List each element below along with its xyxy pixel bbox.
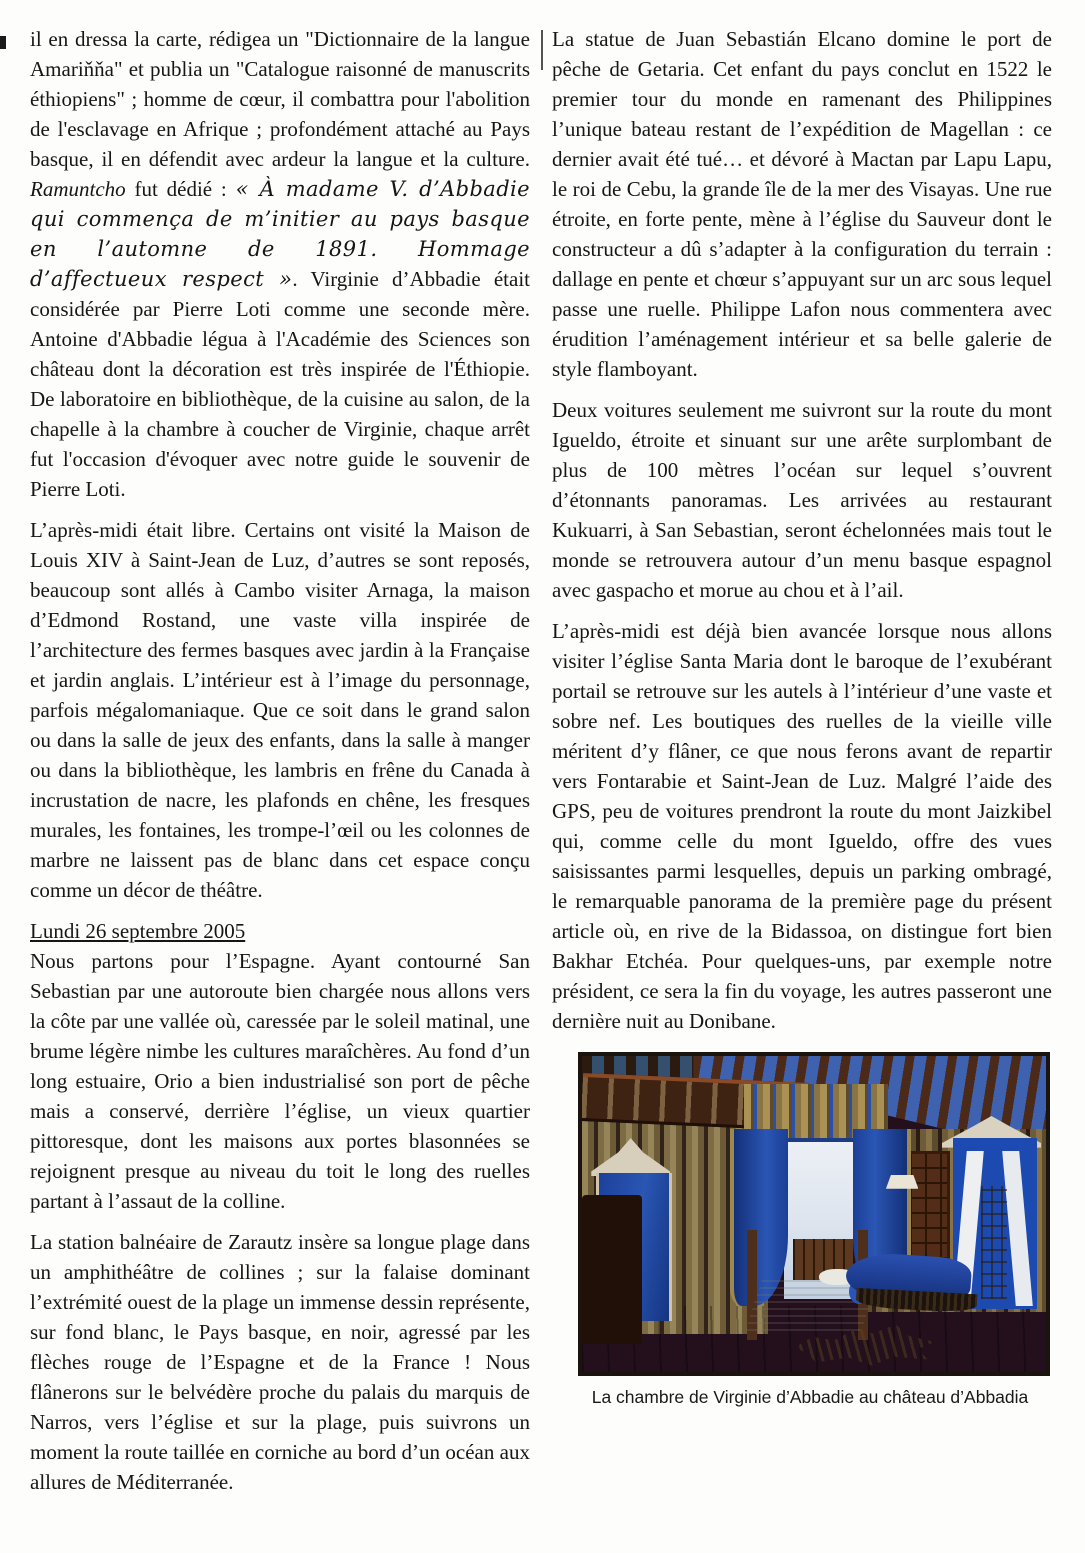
paragraph: La statue de Juan Sebastián Elcano domine le port de pêche de Getaria. Cet enfant du pays conclut en 1522 le premier tour du monde en ramenant des Philippines l’unique bateau restant de l’expédition de Magellan : ce dernier avait été tué… et dévoré à Mactan par Lapu Lapu, le roi de Cebu, la grande île de la mer des Visayas. Une rue étroite, en forte pente, mène à l’église du Sauveur dont le constructeur a dû s’adapter à la configuration du terrain : dallage en pente et chœur s’appuyant sur un arc sous lequel passe une ruelle. Philippe Lafon nous commentera avec érudition l’aménagement intérieur et sa belle galerie de style flamboyant. — [552, 27, 1052, 381]
scan-artifact — [0, 36, 6, 49]
paragraph — [30, 24, 530, 504]
bedroom-photo — [578, 1052, 1050, 1376]
paragraph: L’après-midi était libre. Certains ont visité la Maison de Louis XIV à Saint-Jean de Luz, d’autres se sont reposés, beaucoup sont allés à Cambo visiter Arnaga, la maison d’Edmond Rostand, une vaste villa inspirée de l’architecture des fermes basques avec jardin à la Française et jardin anglais. L’intérieur est à l’image du personnage, parfois mégalomaniaque. Que ce soit dans le grand salon ou dans la salle de jeux des enfants, dans la salle à manger ou dans la bibliothèque, les lambris en frêne du Canada à incrustation de nacre, les plafonds en chêne, les fresques murales, les fontaines, les trompe-l’œil ou les colonnes de marbre ne laissent pas de blanc dans cet espace conçu comme un décor de théâtre. — [30, 518, 530, 902]
photo-block — [578, 1052, 1050, 1408]
novel-title-italic: Ramuntcho — [30, 177, 126, 201]
paragraph: Nous partons pour l’Espagne. Ayant contourné San Sebastian par une autoroute bien chargée nous allons vers la côte par une vallée où, caressée par le soleil matinal, une brume légère nimbe les cultures maraîchères. Au fond d’un long estuaire, Orio a bien industrialisé son port de pêche mais a conservé, derrière l’église, un vieux quartier pittoresque, dont les maisons aux portes blasonnées se rejoignent presque au niveau du toit le long des ruelles partant à l’assaut de la colline. — [30, 949, 530, 1213]
paragraph-text: il en dressa la carte, rédigea un "Dictionnaire de la langue Amariňňa" et publia un "Catalogue raisonné de manuscrits éthiopiens" ; homme de cœur, il combattra pour l'abolition de l'esclavage en Afrique ; profondément attaché au Pays basque, il en défendit avec ardeur la langue et la culture. — [30, 27, 530, 171]
dedication-quote: « À madame V. d’Abbadie qui commença de m’initier au pays basque en l’automne de 1891. Hommage d’affectueux respect » — [30, 177, 530, 291]
paragraph-text: fut dédié : — [125, 177, 236, 201]
paragraph-text: . Virginie d’Abbadie était considérée par Pierre Loti comme une seconde mère. Antoine d'Abbadie légua à l'Académie des Sciences son château dont la décoration est très inspirée de l'Éthiopie. De laboratoire en bibliothèque, de la cuisine au salon, de la chapelle à la chambre à coucher de Virginie, chaque arrêt fut l'occasion d'évoquer avec notre guide le souvenir de Pierre Loti. — [30, 267, 530, 501]
right-column — [552, 24, 1052, 1497]
photo-caption: La chambre de Virginie d’Abbadie au château d’Abbadia — [591, 1387, 1029, 1407]
window-panes — [981, 1186, 1007, 1300]
paragraph: Deux voitures seulement me suivront sur la route du mont Igueldo, étroite et sinuant sur une arête surplombant de plus de 100 mètres l’océan sur lequel s’ouvrent d’étonnants panoramas. Les arrivées au restaurant Kukuarri, à San Sebastian, seront échelonnées mais tout le monde se retrouvera autour d’un menu basque espagnol avec gaspacho et morue au chou et à l’ail. — [552, 398, 1052, 602]
lamp-shade — [886, 1175, 918, 1189]
dark-armoire — [582, 1195, 642, 1344]
paragraph: L’après-midi est déjà bien avancée lorsque nous allons visiter l’église Santa Maria dont le baroque de l’exubérant portail se retrouve sur les autels à l’intérieur d’une vaste et sobre nef. Les boutiques des ruelles de la vieille ville méritent d’y flâner, ce que nous ferons avant de repartir vers Fontarabie et Saint-Jean de Luz. Malgré l’aide des GPS, peu de voitures prendront la route du mont Jaizkibel qui, comme celle du mont Igueldo, offre des vues saisissantes parmi lesquelles, depuis un parking ombragé, le remarquable panorama de la première page du présent article où, en rive de la Bidassoa, on distingue fort bien Bakhar Etchéa. Pour quelques-uns, par exemple notre président, ce sera la fin du voyage, les autres passeront une dernière nuit au Donibane. — [552, 619, 1052, 1033]
two-column-layout — [30, 24, 1052, 1497]
paragraph: La station balnéaire de Zarautz insère sa longue plage dans un amphithéâtre de collines ; sur la falaise dominant l’extrémité ouest de la plage un immense dessin représente, sur fond blanc, le Pays basque, en noir, agressé par les flèches rouge de l’Espagne et de la France ! Nous flânerons sur le belvédère proche du palais du marquis de Narros, vers l’église et sur la plage, puis suivrons un moment la route taillée en corniche au bord d’un océan aux allures de Méditerranée. — [30, 1230, 530, 1494]
date-heading: Lundi 26 septembre 2005 — [30, 919, 246, 943]
left-column — [30, 24, 530, 1497]
